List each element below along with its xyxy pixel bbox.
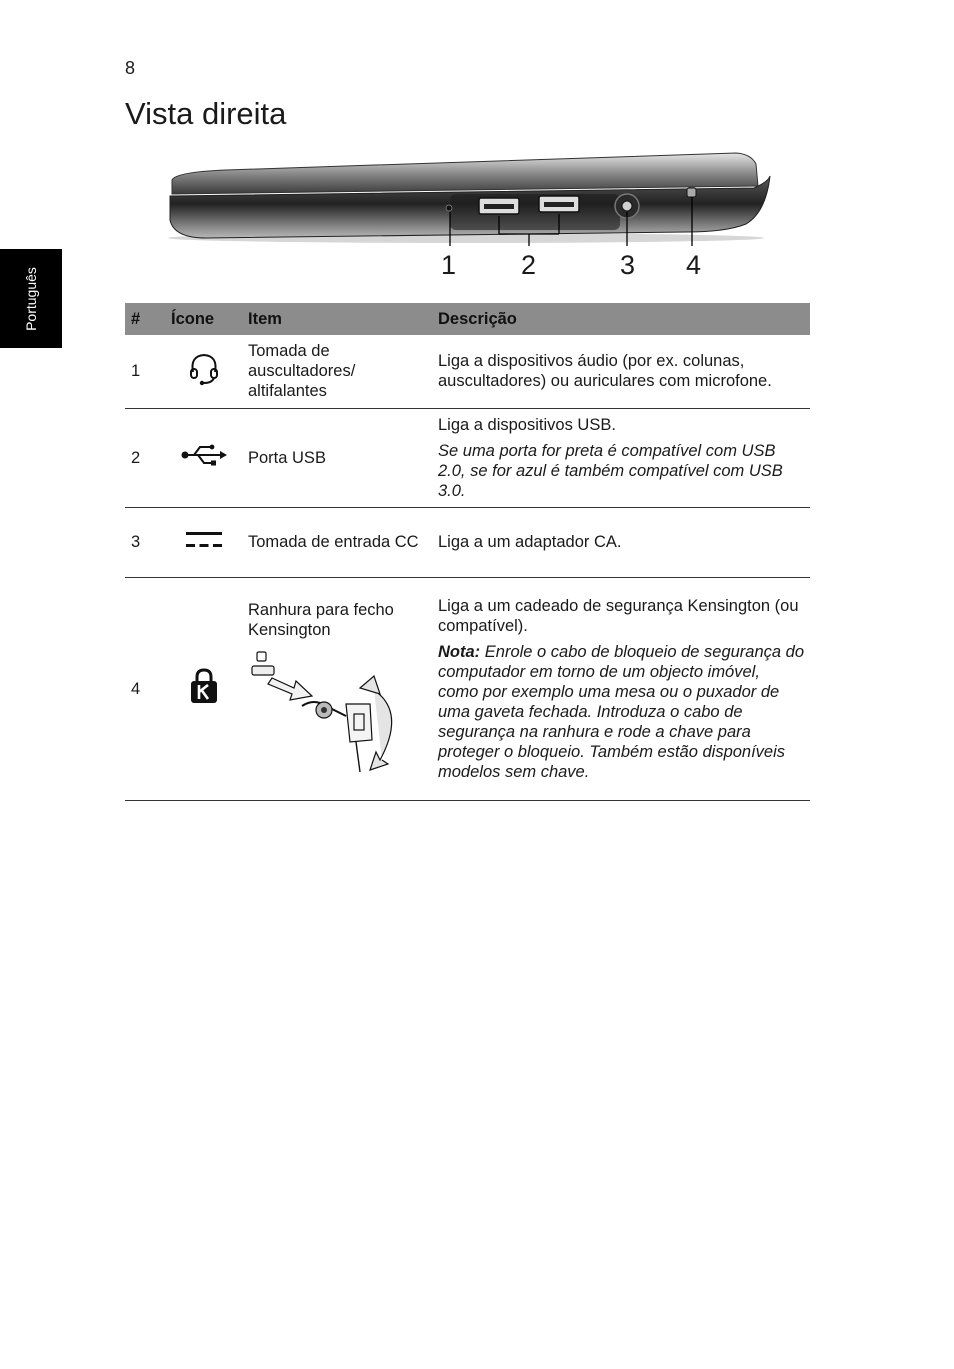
row-item: Tomada de auscultadores/ altifalantes [242, 335, 432, 408]
usb-icon [180, 444, 228, 466]
row-number: 2 [125, 408, 165, 507]
row-number: 3 [125, 507, 165, 577]
row-item: Porta USB [242, 408, 432, 507]
note-text: Enrole o cabo de bloqueio de segurança do computador em torno de um objecto imóvel, como por exemplo uma mesa ou o puxador de uma gaveta fechada. Introduza o cabo de segurança na ranhura e rode a chave para proteger o bloqueio. Também estão disponíveis modelos sem chave. [438, 642, 805, 781]
callout-3: 3 [620, 250, 636, 280]
description-text: Liga a um cadeado de segurança Kensington (ou compatível). [438, 596, 799, 635]
row-description [432, 335, 810, 408]
page-title: Vista direita [125, 96, 287, 131]
callout-numbers [0, 250, 954, 290]
row-item [242, 577, 432, 800]
description-note: Se uma porta for preta é compatível com USB 2.0, se for azul é também compatível com USB 3.0. [438, 441, 783, 500]
item-label: Ranhura para fecho Kensington [248, 600, 394, 639]
header-description: Descrição [432, 303, 810, 335]
callout-4: 4 [686, 250, 702, 280]
icon-cell [165, 408, 242, 507]
row-item: Tomada de entrada CC [242, 507, 432, 577]
row-number: 4 [125, 577, 165, 800]
dc-in-icon [185, 529, 223, 551]
description-text: Liga a um adaptador CA. [438, 533, 622, 551]
side-tab-label: Português [23, 266, 39, 331]
header-number: # [125, 303, 165, 335]
icon-cell [165, 507, 242, 577]
row-number: 1 [125, 335, 165, 408]
table-row [125, 507, 810, 577]
callout-1: 1 [441, 250, 457, 280]
description-note [438, 642, 804, 782]
description-text: Liga a dispositivos áudio (por ex. colunas, auscultadores) ou auriculares com microfone. [438, 352, 772, 391]
icon-cell [165, 577, 242, 800]
kensington-lock-illustration [248, 648, 408, 776]
row-description [432, 577, 810, 800]
icon-cell [165, 335, 242, 408]
callout-2: 2 [521, 250, 537, 280]
page-number: 8 [125, 58, 136, 78]
note-label: Nota: [438, 642, 481, 661]
headset-icon [188, 352, 220, 386]
row-description [432, 408, 810, 507]
table-row [125, 408, 810, 507]
header-item: Item [242, 303, 432, 335]
table-row [125, 335, 810, 408]
table-header-row [125, 303, 810, 335]
ports-table [125, 303, 810, 801]
header-icon: Ícone [165, 303, 242, 335]
row-description [432, 507, 810, 577]
description-text: Liga a dispositivos USB. [438, 415, 616, 434]
kensington-lock-icon [189, 668, 219, 704]
laptop-right-side-illustration [166, 150, 772, 246]
table-row [125, 577, 810, 800]
